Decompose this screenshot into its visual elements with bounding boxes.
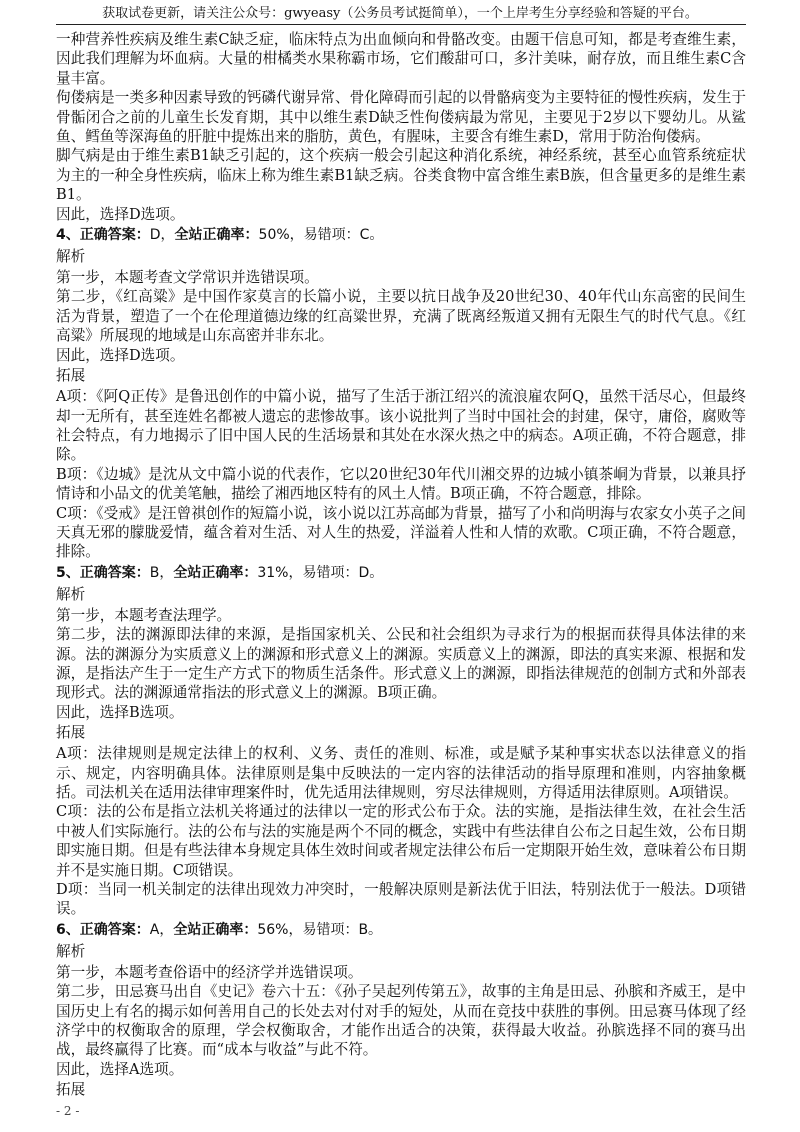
document-body	[56, 30, 746, 1101]
expand-heading-q6: 拓展	[56, 1081, 86, 1099]
accuracy-value: 56%，易错项：B。	[257, 921, 383, 938]
step1-q4: 第一步，本题考查文学常识并选错误项。	[56, 269, 319, 287]
header-divider	[56, 24, 746, 25]
conclusion-q4: 因此，选择D选项。	[56, 346, 185, 364]
answer-value: D，	[149, 227, 175, 244]
paragraph-rickets: 佝偻病是一类多种因素导致的钙磷代谢异常、骨化障碍而引起的以骨骼病变为主要特征的慢性疾病，发生于骨骺闭合之前的儿童生长发育期，其中以维生素D缺乏性佝偻病最为常见，主要见于2岁以下婴幼儿。从鲨鱼、鳕鱼等深海鱼的肝脏中提炼出来的脂肪，黄色，有腥味，主要含有维生素D，常用于防治佝偻病。	[56, 89, 746, 146]
page-header: 获取试卷更新，请关注公众号：gwyeasy（公务员考试挺简单），一个上岸考生分享经验和答疑的平台。	[102, 6, 698, 21]
answer-line-q6	[56, 919, 746, 941]
answer-line-q4	[56, 224, 746, 246]
answer-line-q5	[56, 562, 746, 584]
accuracy-label: 全站正确率：	[174, 227, 259, 244]
answer-label: 4、正确答案：	[56, 227, 150, 244]
analysis-heading-q6: 解析	[56, 942, 86, 960]
accuracy-label: 全站正确率：	[173, 921, 258, 938]
option-c-q4: C项：《受戒》是汪曾祺创作的短篇小说，该小说以江苏高邮为背景，描写了小和尚明海与农家女小英子之间天真无邪的朦胧爱情，蕴含着对生活、对人生的热爱，洋溢着人性和人情的欢歌。C项正确，不符合题意，排除。	[56, 504, 746, 561]
step2-q5: 第二步，法的渊源即法律的来源，是指国家机关、公民和社会组织为寻求行为的根据而获得具体法律的来源。法的渊源分为实质意义上的渊源和形式意义上的渊源。实质意义上的渊源，即法的真实来源、根据和发源，是指法产生于一定生产方式下的物质生活条件。形式意义上的渊源，即指法律规范的创制方式和外部表现形式。法的渊源通常指法的形式意义上的渊源。B项正确。	[56, 626, 746, 702]
paragraph-scurvy: 一种营养性疾病及维生素C缺乏症，临床特点为出血倾向和骨骼改变。由题干信息可知，都是考查维生素，因此我们理解为坏血病。大量的柑橘类水果称霸市场，它们酸甜可口，多汁美味，耐存放，而且维生素C含量丰富。	[56, 31, 746, 87]
step1-q5: 第一步，本题考查法理学。	[56, 606, 232, 624]
step1-q6: 第一步，本题考查俗语中的经济学并选错误项。	[56, 963, 363, 981]
expand-heading-q4: 拓展	[56, 367, 86, 385]
option-a-q4: A项：《阿Q正传》是鲁迅创作的中篇小说，描写了生活于浙江绍兴的流浪雇农阿Q，虽然干活尽心，但最终却一无所有，甚至连姓名都被人遗忘的悲惨故事。该小说批判了当时中国社会的封建，保守，庸俗，腐败等社会特点，有力地揭示了旧中国人民的生活场景和其处在水深火热之中的病态。A项正确，不符合题意，排除。	[56, 388, 746, 464]
analysis-heading-q4: 解析	[56, 248, 86, 266]
accuracy-value: 31%，易错项：D。	[257, 564, 384, 581]
answer-value: B，	[149, 564, 174, 581]
option-d-q5: D项：当同一机关制定的法律出现效力冲突时，一般解决原则是新法优于旧法，特别法优于一般法。D项错误。	[56, 881, 746, 918]
answer-label: 6、正确答案：	[56, 921, 150, 938]
analysis-heading-q5: 解析	[56, 585, 86, 603]
answer-value: A，	[149, 921, 174, 938]
accuracy-label: 全站正确率：	[173, 564, 258, 581]
step2-q6: 第二步，田忌赛马出自《史记》卷六十五：《孙子吴起列传第五》，故事的主角是田忌、孙膑和齐威王，是中国历史上有名的揭示如何善用自己的长处去对付对手的短处，从而在竞技中获胜的事例。田忌赛马体现了经济学中的权衡取舍的原理，学会权衡取舍，才能作出适合的决策，获得最大收益。孙膑选择不同的赛马出战，最终赢得了比赛。而“成本与收益”与此不符。	[56, 983, 746, 1059]
conclusion-q3: 因此，选择D选项。	[56, 205, 185, 223]
accuracy-value: 50%，易错项：C。	[258, 227, 384, 244]
expand-heading-q5: 拓展	[56, 724, 86, 742]
conclusion-q5: 因此，选择B选项。	[56, 703, 184, 721]
option-c-q5: C项：法的公布是指立法机关将通过的法律以一定的形式公布于众。法的实施，是指法律生效，在社会生活中被人们实际施行。法的公布与法的实施是两个不同的概念，实践中有些法律自公布之日起生效，公布日期即实施日期。但是有些法律本身规定具体生效时间或者规定法律公布后一定期限开始生效，意味着公布日期并不是实施日期。C项错误。	[56, 803, 746, 879]
paragraph-beriberi: 脚气病是由于维生素B1缺乏引起的，这个疾病一般会引起这种消化系统，神经系统，甚至心血管系统症状为主的一种全身性疾病，临床上称为维生素B1缺乏病。谷类食物中富含维生素B族，但含量更多的是维生素B1。	[56, 147, 746, 204]
conclusion-q6: 因此，选择A选项。	[56, 1060, 184, 1078]
step2-q4: 第二步，《红高粱》是中国作家莫言的长篇小说，主要以抗日战争及20世纪30、40年代山东高密的民间生活为背景，塑造了一个在伦理道德边缘的红高粱世界，充满了既离经叛道又拥有无限生气的时代气息。《红高粱》所展现的地域是山东高密并非东北。	[56, 288, 746, 345]
option-b-q4: B项：《边城》是沈从文中篇小说的代表作，它以20世纪30年代川湘交界的边城小镇茶峒为背景，以兼具抒情诗和小品文的优美笔触，描绘了湘西地区特有的风土人情。B项正确，不符合题意，排除。	[56, 465, 746, 503]
option-a-q5: A项：法律规则是规定法律上的权利、义务、责任的准则、标准，或是赋予某种事实状态以法律意义的指示、规定，内容明确具体。法律原则是集中反映法的一定内容的法律活动的指导原理和准则，内容抽象概括。司法机关在适用法律审理案件时，优先适用法律规则，穷尽法律规则，方得适用法律原则。A项错误。	[56, 745, 746, 801]
page-number: - 2 -	[56, 1104, 80, 1118]
answer-label: 5、正确答案：	[56, 564, 150, 581]
